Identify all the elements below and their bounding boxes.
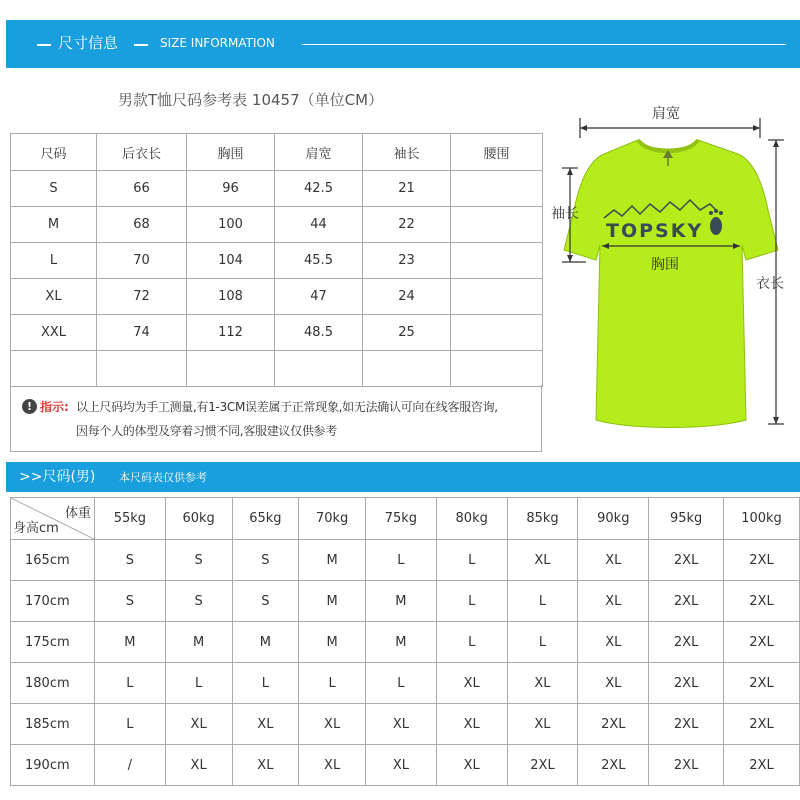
table-cell: 100: [187, 207, 275, 243]
size-cell: 2XL: [578, 704, 649, 745]
table-row: [11, 171, 543, 207]
size-cell: L: [94, 704, 165, 745]
size-cell: M: [299, 622, 366, 663]
length-label: 衣长: [756, 276, 784, 292]
table-cell: 68: [97, 207, 187, 243]
size-cell: 2XL: [649, 704, 724, 745]
size-cell: XL: [436, 745, 507, 786]
size-cell: XL: [578, 540, 649, 581]
table-cell: 25: [363, 315, 451, 351]
table-cell: XL: [11, 279, 97, 315]
table-row: [11, 704, 800, 745]
size-cell: 2XL: [724, 622, 800, 663]
height-cell: 165cm: [11, 540, 95, 581]
table-cell: [451, 315, 543, 351]
height-cell: 185cm: [11, 704, 95, 745]
size-cell: L: [165, 663, 232, 704]
weight-header: 75kg: [366, 498, 437, 540]
banner-title-cn: 尺寸信息: [58, 34, 119, 52]
tshirt-shape: [564, 140, 778, 428]
corner-header: [11, 498, 95, 540]
size-cell: S: [94, 581, 165, 622]
column-header: 尺码: [11, 134, 97, 171]
weight-header: 85kg: [507, 498, 578, 540]
chest-label: 胸围: [651, 257, 679, 273]
size-cell: M: [299, 581, 366, 622]
size-cell: S: [165, 581, 232, 622]
size-cell: /: [94, 745, 165, 786]
table-cell: 23: [363, 243, 451, 279]
size-recommendation-table: [10, 497, 800, 786]
size-cell: 2XL: [649, 663, 724, 704]
size-cell: XL: [232, 745, 299, 786]
height-cell: 175cm: [11, 622, 95, 663]
brand-logo: TOPSKY: [606, 220, 704, 242]
table-cell: 48.5: [275, 315, 363, 351]
table-row: [11, 243, 543, 279]
recommendation-title: >>尺码(男): [19, 469, 96, 485]
size-cell: L: [507, 622, 578, 663]
table-cell: [97, 351, 187, 387]
column-header: 袖长: [363, 134, 451, 171]
column-header: 肩宽: [275, 134, 363, 171]
size-cell: XL: [507, 663, 578, 704]
footprint-icon: [709, 209, 723, 235]
column-header: 腰围: [451, 134, 543, 171]
size-cell: XL: [436, 663, 507, 704]
column-header: 后衣长: [97, 134, 187, 171]
size-cell: 2XL: [649, 745, 724, 786]
size-cell: M: [366, 622, 437, 663]
size-cell: XL: [366, 704, 437, 745]
note-label: 指示:: [40, 400, 69, 414]
table-cell: 112: [187, 315, 275, 351]
weight-header: 65kg: [232, 498, 299, 540]
table-cell: 72: [97, 279, 187, 315]
measurement-table: [10, 133, 543, 387]
table-row: [11, 663, 800, 704]
size-cell: XL: [436, 704, 507, 745]
size-cell: 2XL: [724, 540, 800, 581]
banner-rule: [302, 44, 786, 45]
size-cell: XL: [165, 745, 232, 786]
size-cell: L: [507, 581, 578, 622]
size-cell: M: [232, 622, 299, 663]
banner-title-en: SIZE INFORMATION: [160, 36, 275, 50]
table-cell: 104: [187, 243, 275, 279]
table-row: [11, 279, 543, 315]
table-cell: 44: [275, 207, 363, 243]
table-row: [11, 581, 800, 622]
size-cell: S: [165, 540, 232, 581]
note-text-line1: 以上尺码均为手工测量,有1-3CM误差属于正常现象,如无法确认可向在线客服咨询,: [76, 400, 498, 414]
table-cell: [451, 207, 543, 243]
height-cell: 190cm: [11, 745, 95, 786]
size-cell: S: [232, 581, 299, 622]
table-cell: 66: [97, 171, 187, 207]
table-cell: 96: [187, 171, 275, 207]
size-cell: 2XL: [724, 581, 800, 622]
banner-dash-right: [134, 44, 148, 46]
size-cell: M: [299, 540, 366, 581]
size-cell: 2XL: [649, 540, 724, 581]
height-cell: 180cm: [11, 663, 95, 704]
table-cell: 42.5: [275, 171, 363, 207]
table-cell: [363, 351, 451, 387]
table-cell: [451, 171, 543, 207]
size-cell: 2XL: [649, 581, 724, 622]
weight-header: 100kg: [724, 498, 800, 540]
table-header-row: [11, 134, 543, 171]
table-cell: 45.5: [275, 243, 363, 279]
height-cell: 170cm: [11, 581, 95, 622]
size-cell: XL: [578, 663, 649, 704]
weight-header: 80kg: [436, 498, 507, 540]
table-row: [11, 351, 543, 387]
height-axis-label: 身高cm: [13, 521, 59, 536]
table-cell: [187, 351, 275, 387]
table-cell: 22: [363, 207, 451, 243]
column-header: 胸围: [187, 134, 275, 171]
size-cell: L: [436, 622, 507, 663]
table-cell: [451, 243, 543, 279]
weight-header: 95kg: [649, 498, 724, 540]
size-cell: XL: [299, 745, 366, 786]
shoulder-label: 肩宽: [652, 106, 680, 122]
table-row: [11, 540, 800, 581]
size-cell: 2XL: [649, 622, 724, 663]
table-cell: [11, 351, 97, 387]
size-cell: XL: [578, 622, 649, 663]
table-cell: [451, 351, 543, 387]
table-cell: S: [11, 171, 97, 207]
sleeve-label: 袖长: [551, 206, 579, 222]
table-cell: 24: [363, 279, 451, 315]
size-cell: M: [165, 622, 232, 663]
table-cell: 74: [97, 315, 187, 351]
size-cell: XL: [366, 745, 437, 786]
table-cell: 70: [97, 243, 187, 279]
size-cell: 2XL: [724, 663, 800, 704]
table-cell: [451, 279, 543, 315]
size-cell: L: [366, 540, 437, 581]
size-cell: L: [232, 663, 299, 704]
table-row: [11, 745, 800, 786]
size-cell: L: [299, 663, 366, 704]
recommendation-subtitle: 本尺码表仅供参考: [119, 471, 207, 484]
size-cell: L: [94, 663, 165, 704]
size-cell: XL: [165, 704, 232, 745]
weight-header: 55kg: [94, 498, 165, 540]
note-box: [10, 385, 542, 452]
size-cell: L: [436, 581, 507, 622]
size-cell: 2XL: [724, 704, 800, 745]
weight-header: 60kg: [165, 498, 232, 540]
size-cell: 2XL: [578, 745, 649, 786]
size-cell: S: [94, 540, 165, 581]
size-cell: L: [366, 663, 437, 704]
size-cell: XL: [507, 704, 578, 745]
size-cell: XL: [299, 704, 366, 745]
table-cell: [275, 351, 363, 387]
table-cell: 108: [187, 279, 275, 315]
note-text-line2: 因每个人的体型及穿着习惯不同,客服建议仅供参考: [76, 424, 337, 438]
weight-header: 90kg: [578, 498, 649, 540]
table-row: [11, 622, 800, 663]
size-cell: 2XL: [507, 745, 578, 786]
size-cell: L: [436, 540, 507, 581]
weight-header: 70kg: [299, 498, 366, 540]
table-row: [11, 315, 543, 351]
size-cell: M: [366, 581, 437, 622]
size-cell: XL: [507, 540, 578, 581]
size-cell: XL: [232, 704, 299, 745]
weight-axis-label: 体重: [64, 506, 91, 521]
banner-dash-left: [37, 44, 51, 46]
size-cell: M: [94, 622, 165, 663]
size-table-title: 男款T恤尺码参考表 10457（单位CM）: [118, 91, 384, 109]
table-cell: M: [11, 207, 97, 243]
table-cell: XXL: [11, 315, 97, 351]
size-cell: XL: [578, 581, 649, 622]
weight-header-row: [11, 498, 800, 540]
table-row: [11, 207, 543, 243]
size-cell: S: [232, 540, 299, 581]
table-cell: 21: [363, 171, 451, 207]
size-cell: 2XL: [724, 745, 800, 786]
table-cell: L: [11, 243, 97, 279]
info-icon: !: [22, 399, 37, 414]
table-cell: 47: [275, 279, 363, 315]
